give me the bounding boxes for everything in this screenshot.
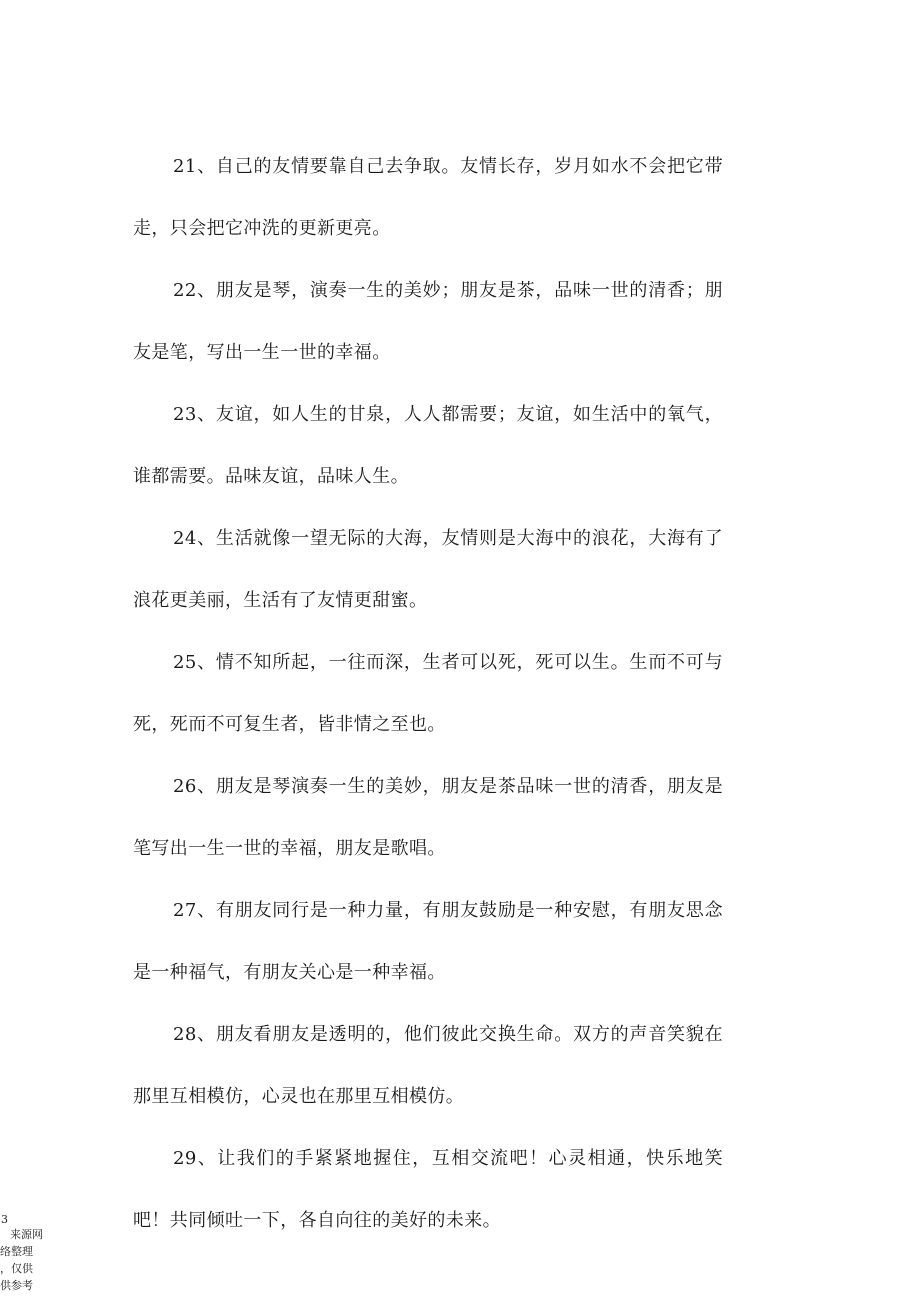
quote-text: 、生活就像一望无际的大海，友情则是大海中的浪花，大海有了浪花更美丽，生活有了友情更甜蜜。 [133,528,723,611]
quote-number: 24 [173,528,197,549]
quote-number: 29 [173,1148,197,1169]
quote-number: 22 [173,280,197,301]
quote-text: 、自己的友情要靠自己去争取。友情长存，岁月如水不会把它带走，只会把它冲洗的更新更亮。 [133,156,723,239]
quote-text: 、情不知所起，一往而深，生者可以死，死可以生。生而不可与死，死而不可复生者，皆非情之至也。 [133,652,723,735]
quote-text: 、让我们的手紧紧地握住，互相交流吧！心灵相通，快乐地笑吧！共同倾吐一下，各自向往的美好的未来。 [133,1148,723,1231]
quote-number: 23 [173,404,197,425]
quote-text: 、友谊，如人生的甘泉，人人都需要；友谊，如生活中的氧气，谁都需要。品味友谊，品味人生。 [133,404,723,487]
quote-item-29 [133,1128,723,1252]
quote-number: 25 [173,652,197,673]
page-number: 3 [1,1213,8,1226]
footer-note-line: 供参考 [0,1279,33,1292]
footer-note-line: 络整理 [0,1245,33,1258]
quote-item-21 [133,136,723,260]
quote-text: 、有朋友同行是一种力量，有朋友鼓励是一种安慰，有朋友思念是一种福气，有朋友关心是一种幸福。 [133,900,723,983]
footer-note-line: ，仅供 [0,1262,33,1275]
page-footer [0,1214,60,1294]
quote-item-23 [133,384,723,508]
quote-number: 21 [173,156,197,177]
quote-item-22 [133,260,723,384]
quote-number: 28 [173,1024,197,1045]
quote-text: 、朋友看朋友是透明的，他们彼此交换生命。双方的声音笑貌在那里互相模仿，心灵也在那里互相模仿。 [133,1024,723,1107]
quote-item-26 [133,756,723,880]
quote-item-28 [133,1004,723,1128]
quote-number: 27 [173,900,197,921]
quote-text: 、朋友是琴演奏一生的美妙，朋友是茶品味一世的清香，朋友是笔写出一生一世的幸福，朋友是歌唱。 [133,776,723,859]
quote-number: 26 [173,776,197,797]
quote-item-24 [133,508,723,632]
quote-text: 、朋友是琴，演奏一生的美妙；朋友是茶，品味一世的清香；朋友是笔，写出一生一世的幸福。 [133,280,723,363]
quote-item-25 [133,632,723,756]
footer-note-line: 来源网 [10,1228,43,1241]
quote-list [133,136,723,1252]
quote-item-27 [133,880,723,1004]
